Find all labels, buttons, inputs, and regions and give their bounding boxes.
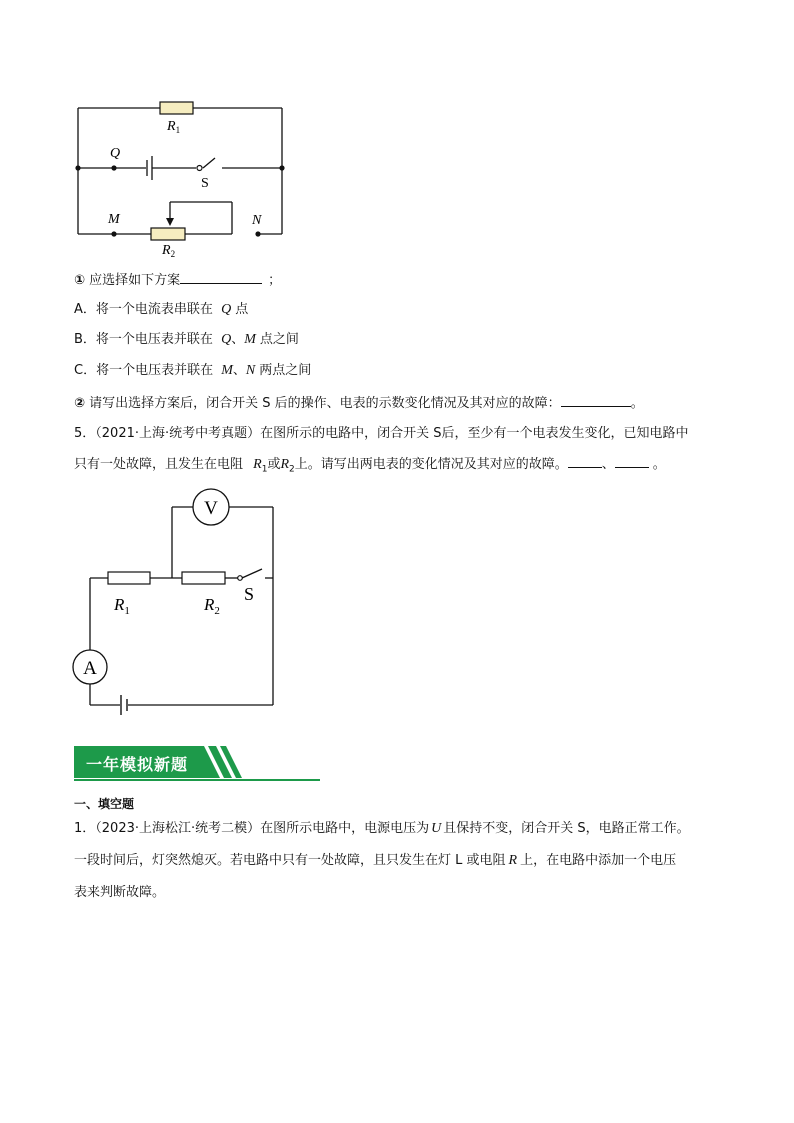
label-r2: R bbox=[162, 243, 171, 258]
answer-blank-1[interactable] bbox=[180, 271, 262, 284]
part1-prompt-line: ① 应选择如下方案 ； bbox=[74, 273, 282, 288]
junction-dot bbox=[75, 165, 80, 170]
circuit-diagram-2 bbox=[66, 486, 286, 722]
label-m: M bbox=[108, 212, 120, 227]
section-rule bbox=[74, 779, 320, 781]
resistor-r1 bbox=[160, 102, 193, 114]
rheostat-r2 bbox=[151, 228, 185, 240]
q5-line2: 只有一处故障，且发生在电阻 $R_1$或$R_2$上。请写出两电表的变化情况及其对应的故障。 、 。 bbox=[74, 457, 666, 475]
q1-line2: 一段时间后，灯突然熄灭。若电路中只有一处故障，且只发生在灯 L 或电阻 R 上，在电路中添加一个电压 bbox=[74, 853, 677, 868]
option-a[interactable]: A．将一个电流表串联在 Q 点 bbox=[74, 302, 249, 317]
label-s: S bbox=[201, 176, 209, 191]
label-r1: R bbox=[167, 119, 176, 134]
option-c[interactable]: C．将一个电压表并联在 M、N 两点之间 bbox=[74, 363, 312, 378]
svg-text:R2: $R_2$ bbox=[204, 595, 220, 617]
svg-text:R2: $R_2$ bbox=[162, 243, 176, 259]
label-n: N bbox=[252, 213, 262, 228]
label-r2: R bbox=[204, 595, 215, 614]
svg-text:R1: $R_1$ bbox=[114, 595, 130, 617]
answer-blank-2[interactable] bbox=[561, 394, 631, 407]
circuit-diagram-1 bbox=[70, 90, 300, 260]
voltmeter-label: V bbox=[204, 498, 218, 519]
section-heading: 一、填空题 bbox=[74, 797, 135, 811]
point-n bbox=[255, 231, 260, 236]
label-r1: R bbox=[114, 595, 125, 614]
part2-prompt-line: ② 请写出选择方案后，闭合开关 S 后的操作、电表的示数变化情况及其对应的故障： 。 bbox=[74, 396, 644, 411]
q1-line1: 1．（2023·上海松江·统考二模）在图所示电路中，电源电压为 U 且保持不变，闭合开关 S，电路正常工作。 bbox=[74, 821, 690, 836]
ammeter-label: A bbox=[83, 658, 97, 679]
svg-text:R1: $R_1$ bbox=[167, 119, 181, 135]
option-b[interactable]: B．将一个电压表并联在 Q、M 点之间 bbox=[74, 332, 299, 347]
resistor-r1 bbox=[108, 572, 150, 584]
q1-line3: 表来判断故障。 bbox=[74, 885, 166, 900]
label-s: S bbox=[244, 584, 255, 604]
answer-blank-4[interactable] bbox=[615, 455, 649, 468]
label-q: Q bbox=[110, 146, 121, 161]
point-q bbox=[111, 165, 116, 170]
resistor-r2 bbox=[182, 572, 225, 584]
section-banner-title: 一年模拟新题 bbox=[86, 755, 189, 774]
q5-line1: 5．（2021·上海·统考中考真题）在图所示的电路中，闭合开关 S后，至少有一个电表发生变化，已知电路中 bbox=[74, 426, 689, 441]
point-m bbox=[111, 231, 116, 236]
answer-blank-3[interactable] bbox=[568, 455, 602, 468]
